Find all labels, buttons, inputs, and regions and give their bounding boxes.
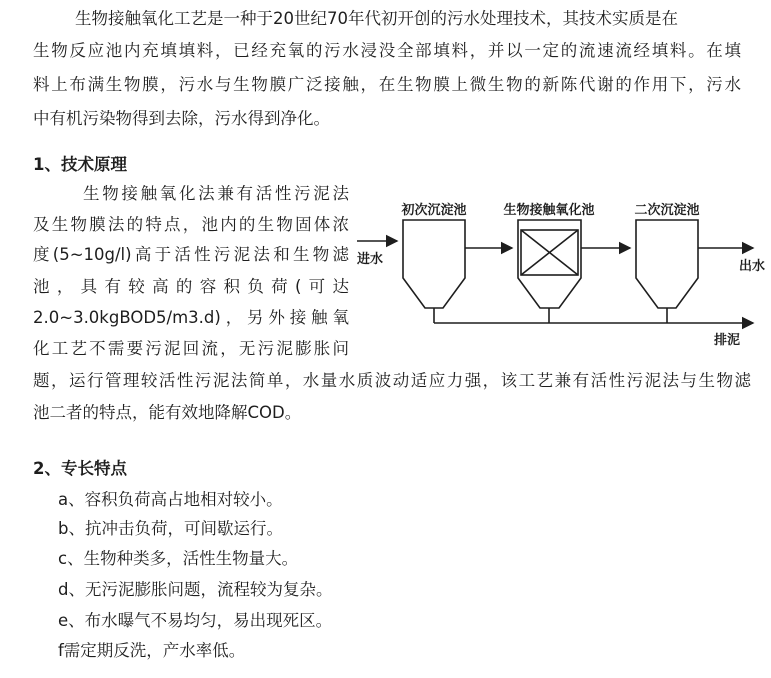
inlet-label: 进水 bbox=[357, 252, 384, 267]
section1-line-1: 生物接触氧化法兼有活性污泥法 bbox=[83, 184, 349, 203]
section1-line-7: 题，运行管理较活性污泥法简单，水量水质波动适应力强，该工艺兼有活性污泥法与生物滤 bbox=[33, 371, 751, 390]
tank2-label: 生物接触氧化池 bbox=[503, 203, 595, 218]
intro-line-4: 中有机污染物得到去除，污水得到净化。 bbox=[33, 109, 330, 128]
tank3-label: 二次沉淀池 bbox=[634, 203, 700, 218]
intro-line-3: 料上布满生物膜，污水与生物膜广泛接触，在生物膜上微生物的新陈代谢的作用下，污水 bbox=[33, 75, 741, 94]
tank1-label: 初次沉淀池 bbox=[401, 203, 467, 218]
section1-line-4: 池，具有较高的容积负荷(可达 bbox=[33, 277, 349, 296]
feature-item-d: d、无污泥膨胀问题，流程较为复杂。 bbox=[58, 580, 333, 599]
feature-item-b: b、抗冲击负荷，可间歇运行。 bbox=[58, 519, 283, 538]
section1-heading: 1、技术原理 bbox=[33, 155, 127, 174]
secondary-clarifier-tank bbox=[636, 220, 698, 308]
sludge-label: 排泥 bbox=[713, 333, 740, 348]
outlet-label: 出水 bbox=[738, 259, 765, 274]
feature-item-f: f需定期反洗，产水率低。 bbox=[58, 641, 246, 660]
intro-line-2: 生物反应池内充填填料，已经充氧的污水浸没全部填料，并以一定的流速流经填料。在填 bbox=[33, 41, 741, 60]
primary-clarifier-tank bbox=[403, 220, 465, 308]
section1-line-3: 度(5~10g/l)高于活性污泥法和生物滤 bbox=[33, 245, 349, 264]
intro-line-1: 生物接触氧化工艺是一种于20世纪70年代初开创的污水处理技术，其技术实质是在 bbox=[75, 9, 678, 28]
section1-line-6: 化工艺不需要污泥回流，无污泥膨胀问 bbox=[33, 339, 349, 358]
feature-item-a: a、容积负荷高占地相对较小。 bbox=[58, 490, 283, 509]
section2-heading: 2、专长特点 bbox=[33, 459, 127, 478]
section1-line-2: 及生物膜法的特点，池内的生物固体浓 bbox=[33, 215, 349, 234]
contact-oxidation-tank bbox=[518, 220, 581, 308]
section1-line-8: 池二者的特点，能有效地降解COD。 bbox=[33, 403, 302, 422]
feature-item-c: c、生物种类多，活性生物量大。 bbox=[58, 549, 299, 568]
process-flow-diagram bbox=[355, 190, 770, 360]
section1-line-5: 2.0~3.0kgBOD5/m3.d)，另外接触氧 bbox=[33, 308, 349, 327]
feature-item-e: e、布水曝气不易均匀，易出现死区。 bbox=[58, 611, 333, 630]
